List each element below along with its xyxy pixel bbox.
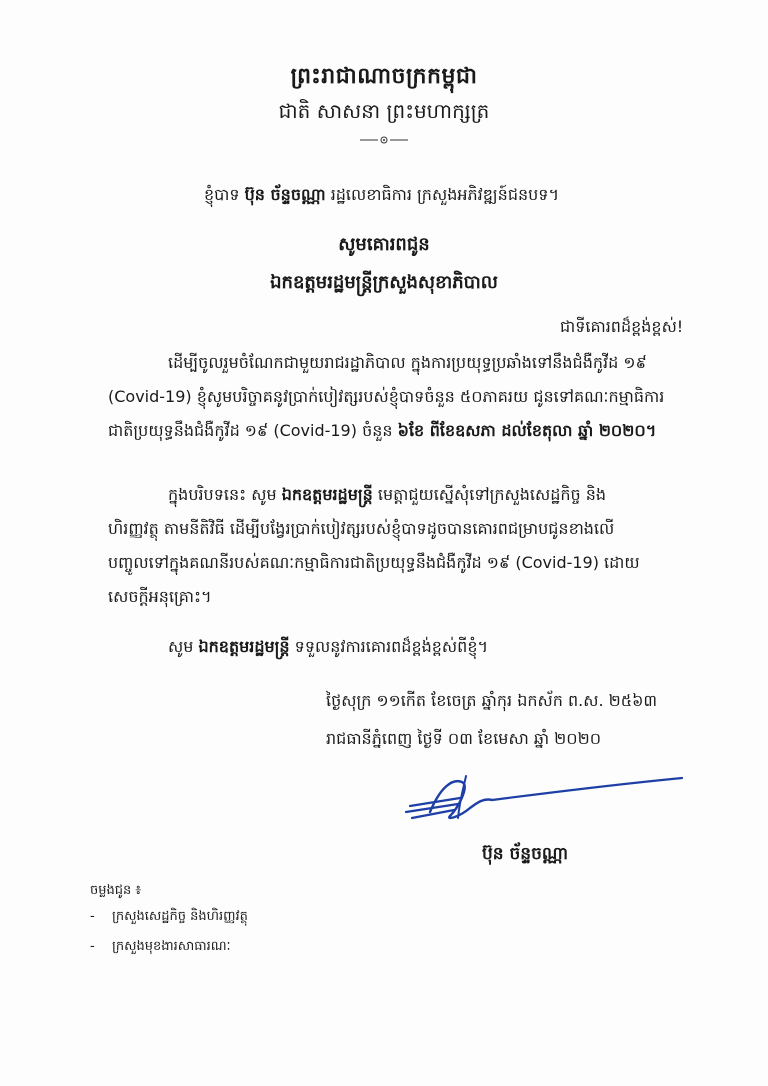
p2-line-1 (108, 478, 688, 512)
signatory-name: ប៊ុន ច័ន្ទចណ្ណា (482, 844, 569, 864)
closing-suffix: ទទួលនូវការគោរពដ៏ខ្ពង់ខ្ពស់ពីខ្ញុំ។ (289, 637, 489, 656)
closing-title: ឯកឧត្តមរដ្ឋមន្រ្តី (198, 637, 290, 656)
cc-item-label: ក្រសួងមុខងារសាធារណៈ (112, 939, 231, 954)
salutation: ជាទីគោរពដ៏ខ្ពង់ខ្ពស់! (560, 317, 684, 336)
cc-heading: ចម្លងជូន ៖ (90, 883, 142, 898)
gregorian-date: រាជធានីភ្នំពេញ ថ្ងៃទី ០៣ ខែមេសា ឆ្នាំ ២០២០ (326, 729, 602, 748)
p2-line-2: ហិរញ្ញវត្ថុ តាមនីតិវិធី ដើម្បីបង្វែរប្រាក់បៀវត្សរបស់ខ្ញុំបាទដូចបានគោរពជម្រាបជូនខាងលើ (108, 519, 615, 538)
p2-line-1-b: ឯកឧត្តមរដ្ឋមន្រ្តី (281, 485, 373, 504)
cc-dash: - (90, 939, 95, 954)
p2-line-1-a: ក្នុងបរិបទនេះ សូម (168, 485, 282, 504)
p2-line-4: សេចក្តីអនុគ្រោះ។ (108, 587, 212, 606)
p2-line-3: បញ្ចូលទៅក្នុងគណនីរបស់គណៈកម្មាធិការជាតិប្រយុទ្ធនឹងជំងឺកូវីដ ១៩ (Covid-19) ដោយ (108, 553, 640, 572)
p1-line-3-b: ៦ខែ ពីខែឧសភា ដល់ខែតុលា ឆ្នាំ ២០២០។ (397, 421, 657, 440)
p1-line-2: (Covid-19) ខ្ញុំសូមបរិច្ចាគនូវប្រាក់បៀវត្សរបស់ខ្ញុំបាទចំនួន ៥០ភាគរយ ជូនទៅគណៈកម្មាធិការ (108, 387, 665, 406)
paragraph-1 (108, 346, 688, 448)
p1-line-1: ដើម្បីចូលរួមចំណែកជាមួយរាជរដ្ឋាភិបាល ក្នុងការប្រយុទ្ធប្រឆាំងទៅនឹងជំងឺកូវីដ ១៩ (168, 353, 647, 372)
sender-suffix: រដ្ឋលេខាធិការ ក្រសួងអភិវឌ្ឍន៍ជនបទ។ (325, 185, 559, 204)
closing-line (168, 636, 488, 660)
p1-line-3-a: ជាតិប្រយុទ្ធនឹងជំងឺកូវីដ ១៩ (Covid-19) ចំនួន (108, 421, 398, 440)
handwritten-signature (400, 768, 690, 828)
sender-name: ប៊ុន ច័ន្ទចណ្ណា (244, 185, 326, 204)
sender-line (204, 184, 559, 208)
lunar-date: ថ្ងៃសុក្រ ១១កើត ខែចេត្រ ឆ្នាំកុរ ឯកស័ក ព.ស. ២៥៦៣ (326, 691, 658, 710)
ornament-divider (358, 134, 410, 146)
paragraph-2 (108, 478, 688, 614)
respect-heading: សូមគោរពជូន (338, 234, 430, 255)
p2-line-1-c: មេត្តាជួយស្នើសុំទៅក្រសួងសេដ្ឋកិច្ច និង (372, 485, 607, 504)
sender-prefix: ខ្ញុំបាទ (204, 185, 245, 204)
kingdom-title: ព្រះរាជាណាចក្រកម្ពុជា (290, 64, 478, 89)
p1-line-3 (108, 414, 688, 448)
cc-item-label: ក្រសួងសេដ្ឋកិច្ច និងហិរញ្ញវត្ថុ (112, 909, 248, 924)
cc-item (90, 938, 231, 957)
national-motto: ជាតិ សាសនា ព្រះមហាក្សត្រ (278, 99, 490, 123)
recipient-heading: ឯកឧត្តមរដ្ឋមន្រ្តីក្រសួងសុខាភិបាល (270, 272, 498, 293)
cc-item (90, 908, 248, 927)
cc-dash: - (90, 909, 95, 924)
closing-prefix: សូម (168, 637, 199, 656)
